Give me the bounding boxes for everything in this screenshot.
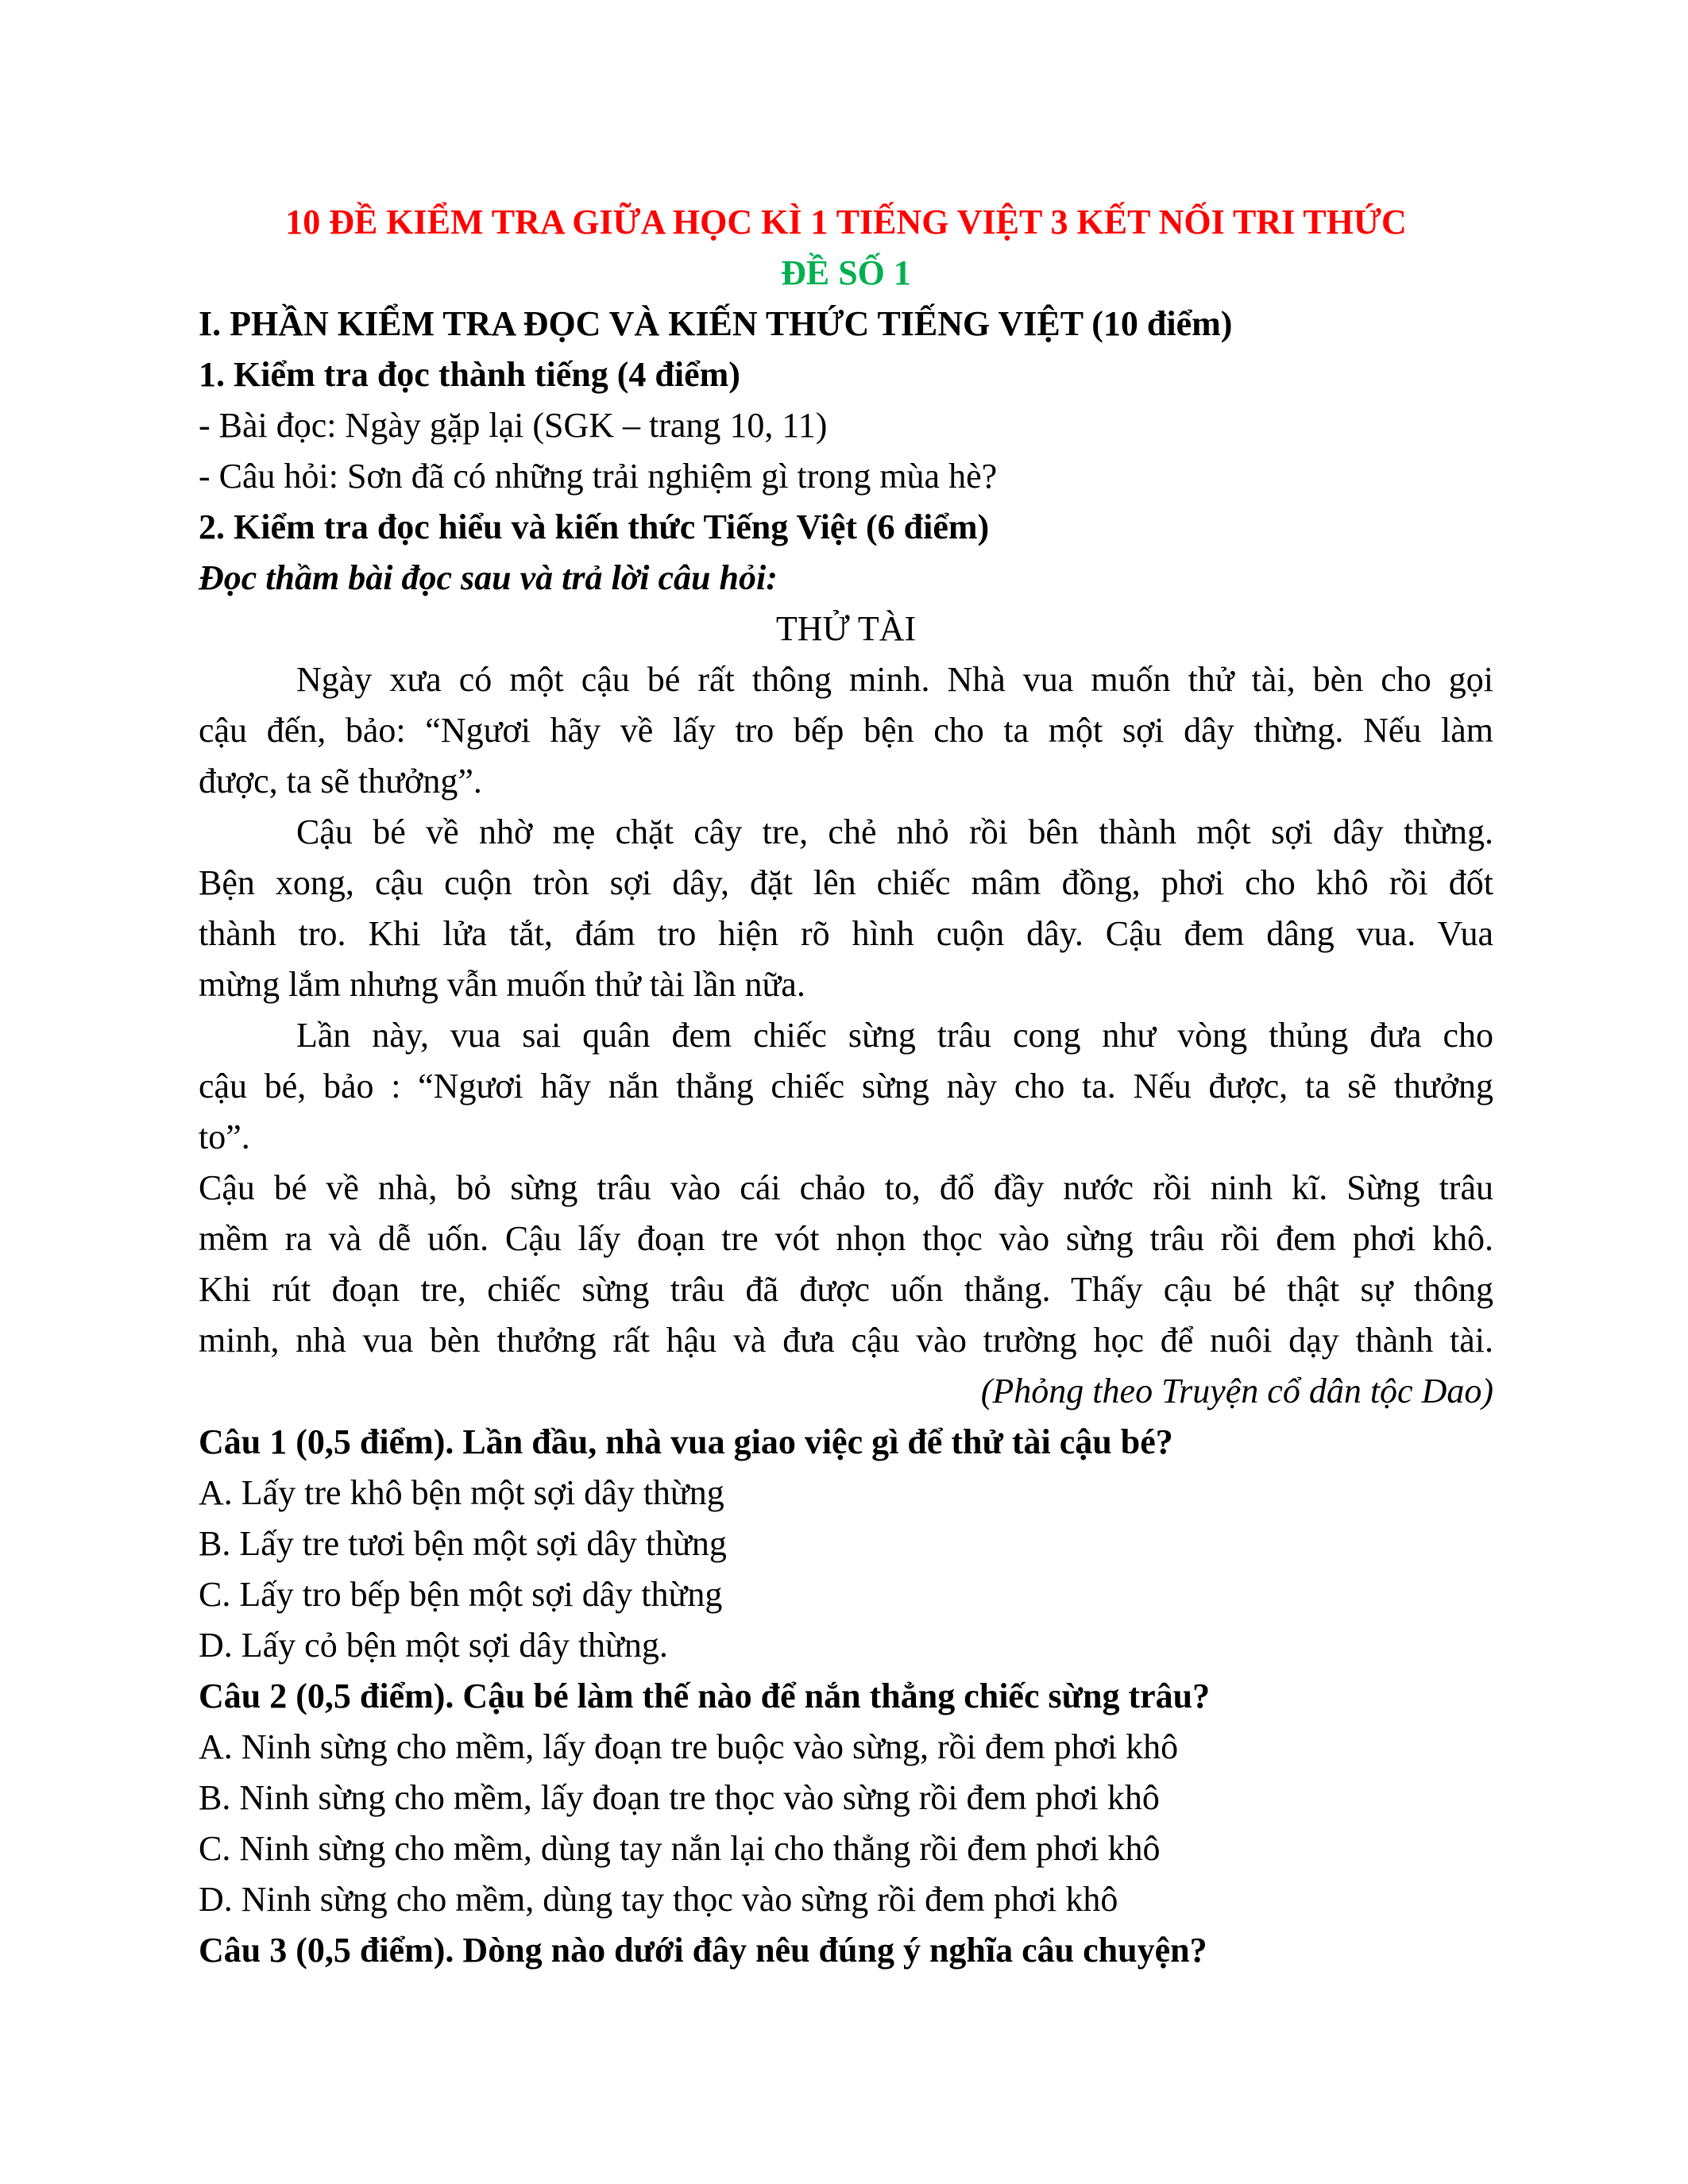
story-line: cậu bé, bảo : “Ngươi hãy nắn thẳng chiếc sừng này cho ta. Nếu được, ta sẽ thưởng bbox=[199, 1067, 1493, 1106]
story-title: THỬ TÀI bbox=[775, 609, 917, 648]
story-line: mềm ra và dễ uốn. Cậu lấy đoạn tre vót nhọn thọc vào sừng trâu rồi đem phơi khô. bbox=[199, 1219, 1493, 1258]
story-line: Khi rút đoạn tre, chiếc sừng trâu đã được uốn thẳng. Thấy cậu bé thật sự thông bbox=[199, 1270, 1493, 1309]
part-2-heading: 2. Kiểm tra đọc hiểu và kiến thức Tiếng Việt (6 điểm) bbox=[199, 507, 990, 546]
question-1: Câu 1 (0,5 điểm). Lần đầu, nhà vua giao việc gì để thử tài cậu bé? bbox=[199, 1422, 1173, 1461]
document-title: 10 ĐỀ KIỂM TRA GIỮA HỌC KÌ 1 TIẾNG VIỆT 3 KẾT NỐI TRI THỨC bbox=[285, 203, 1407, 241]
question-2-option-d: D. Ninh sừng cho mềm, dùng tay thọc vào sừng rồi đem phơi khô bbox=[199, 1880, 1118, 1919]
question-1-option-a: A. Lấy tre khô bện một sợi dây thừng bbox=[199, 1473, 724, 1512]
story-line: được, ta sẽ thưởng”. bbox=[199, 762, 482, 801]
question-3: Câu 3 (0,5 điểm). Dòng nào dưới đây nêu đúng ý nghĩa câu chuyện? bbox=[199, 1931, 1207, 1970]
story-line: thành tro. Khi lửa tắt, đám tro hiện rõ hình cuộn dây. Cậu đem dâng vua. Vua bbox=[199, 914, 1493, 953]
story-line: Ngày xưa có một cậu bé rất thông minh. Nhà vua muốn thử tài, bèn cho gọi bbox=[296, 660, 1493, 699]
question-2-option-a: A. Ninh sừng cho mềm, lấy đoạn tre buộc vào sừng, rồi đem phơi khô bbox=[199, 1727, 1179, 1766]
question-2-option-c: C. Ninh sừng cho mềm, dùng tay nắn lại cho thẳng rồi đem phơi khô bbox=[199, 1829, 1161, 1868]
question-2-option-b: B. Ninh sừng cho mềm, lấy đoạn tre thọc vào sừng rồi đem phơi khô bbox=[199, 1778, 1160, 1817]
part-1-heading: 1. Kiểm tra đọc thành tiếng (4 điểm) bbox=[199, 355, 740, 394]
story-line: Lần này, vua sai quân đem chiếc sừng trâu cong như vòng thủng đưa cho bbox=[296, 1016, 1493, 1055]
story-line: mừng lắm nhưng vẫn muốn thử tài lần nữa. bbox=[199, 965, 805, 1004]
story-line: Cậu bé về nhờ mẹ chặt cây tre, chẻ nhỏ rồi bên thành một sợi dây thừng. bbox=[296, 812, 1493, 851]
story-line: Cậu bé về nhà, bỏ sừng trâu vào cái chảo to, đổ đầy nước rồi ninh kĩ. Sừng trâu bbox=[199, 1168, 1493, 1207]
question-1-option-c: C. Lấy tro bếp bện một sợi dây thừng bbox=[199, 1575, 723, 1614]
story-line: to”. bbox=[199, 1117, 250, 1156]
question-1-option-b: B. Lấy tre tươi bện một sợi dây thừng bbox=[199, 1524, 727, 1563]
story-line: minh, nhà vua bèn thưởng rất hậu và đưa cậu vào trường học để nuôi dạy thành tài. bbox=[199, 1321, 1493, 1360]
section-heading: I. PHẦN KIỂM TRA ĐỌC VÀ KIẾN THỨC TIẾNG VIỆT (10 điểm) bbox=[199, 304, 1233, 343]
document-subtitle: ĐỀ SỐ 1 bbox=[781, 253, 911, 292]
story-line: cậu đến, bảo: “Ngươi hãy về lấy tro bếp bện cho ta một sợi dây thừng. Nếu làm bbox=[199, 711, 1493, 750]
story-source: (Phỏng theo Truyện cổ dân tộc Dao) bbox=[980, 1372, 1493, 1410]
reading-instruction: Đọc thầm bài đọc sau và trả lời câu hỏi: bbox=[199, 558, 778, 597]
story-line: Bện xong, cậu cuộn tròn sợi dây, đặt lên chiếc mâm đồng, phơi cho khô rồi đốt bbox=[199, 863, 1493, 902]
question-2: Câu 2 (0,5 điểm). Cậu bé làm thế nào để nắn thẳng chiếc sừng trâu? bbox=[199, 1677, 1211, 1715]
reading-text-info: - Bài đọc: Ngày gặp lại (SGK – trang 10, 11) bbox=[199, 406, 828, 445]
reading-question-info: - Câu hỏi: Sơn đã có những trải nghiệm gì trong mùa hè? bbox=[199, 457, 998, 496]
question-1-option-d: D. Lấy cỏ bện một sợi dây thừng. bbox=[199, 1626, 668, 1665]
